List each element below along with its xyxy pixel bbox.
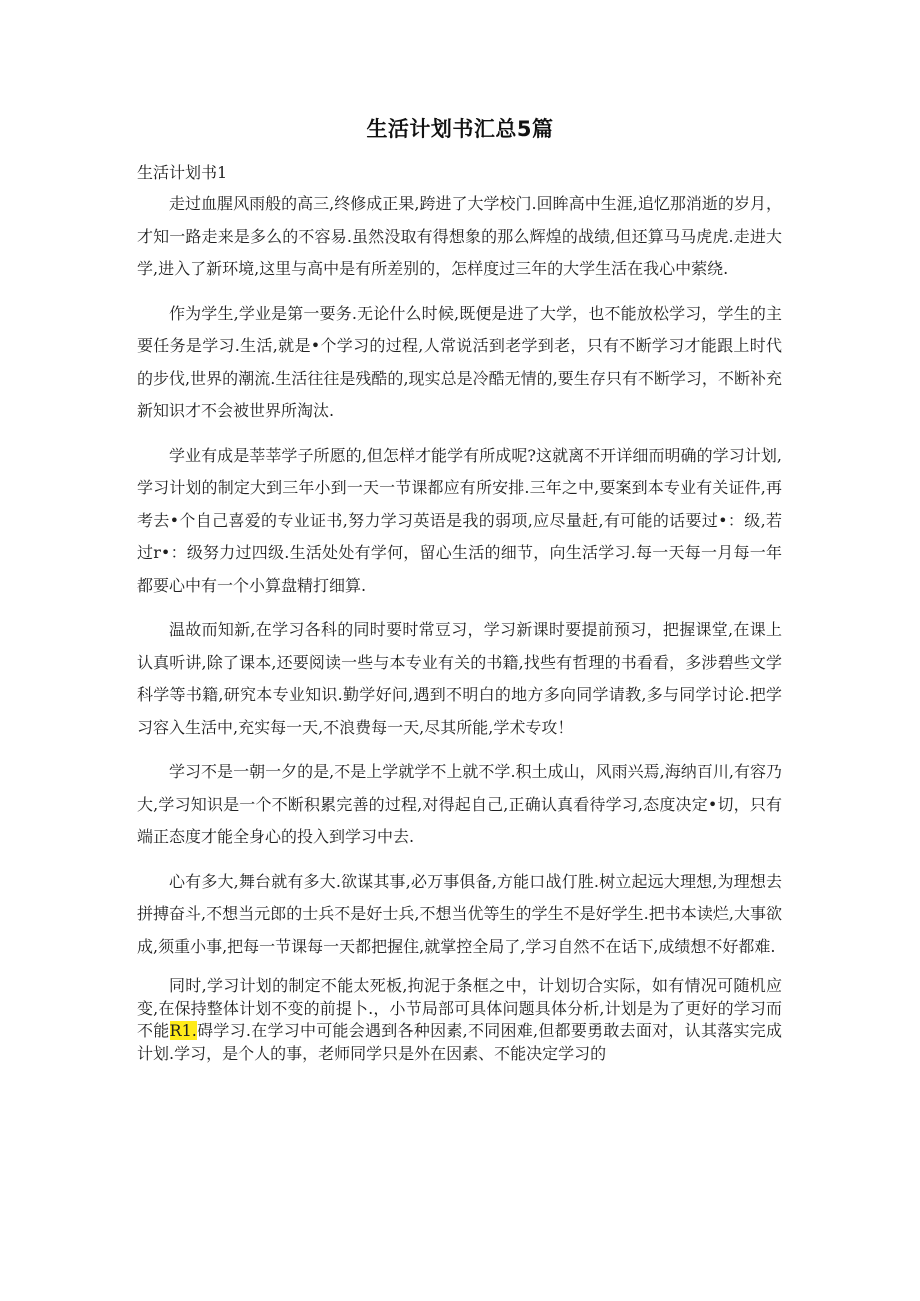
paragraph-7 bbox=[137, 975, 782, 1065]
paragraph-4: 温故而知新,在学习各科的同时要时常豆习，学习新课时要提前预习，把握课堂,在课上认真听讲,除了课本,还要阅读一些与本专业有关的书籍,找些有哲理的书看看，多涉碧些文学科学等书籍,研究本专业知识.勤学好问,遇到不明白的地方多向同学请教,多与同学讨论.把学习容入生活中,充实每一天,不浪费每一天,尽其所能,学术专攻！ bbox=[137, 620, 782, 737]
section-heading: 生活计划书1 bbox=[137, 163, 228, 182]
highlighted-text: R1. bbox=[169, 1021, 197, 1040]
paragraph-6: 心有多大,舞台就有多大.欲谋其事,必万事俱备,方能口战仃胜.树立起远大理想,为理想去拼搏奋斗,不想当元郎的士兵不是好士兵,不想当优等生的学生不是好学生.把书本读烂,大事欲成,须重小事,把每一节课每一天都把握住,就掌控全局了,学习自然不在话下,成绩想不好都难. bbox=[137, 871, 782, 956]
paragraph-5: 学习不是一朝一夕的是,不是上学就学不上就不学.积土成山，风雨兴焉,海纳百川,有容乃大,学习知识是一个不断积累完善的过程,对得起自己,正确认真看待学习,态度决定•切，只有端正态度才能全身心的投入到学习中去. bbox=[137, 762, 782, 846]
paragraph-7-text-before: 同时,学习计划的制定不能太死板,拘泥于条框之中，计划切合实际，如有情况可随机应变,在保持整体计划不变的前提卜.，小节局部可具体问题具体分析,计划是为了更好的学习而不能 bbox=[137, 976, 782, 1040]
paragraph-7-text-after: 碍学习.在学习中可能会遇到各种因素,不同困难,但都要勇敢去面对，认其落实完成计划.学习，是个人的事，老师同学只是外在因素、不能决定学习的 bbox=[137, 1021, 782, 1063]
document-body bbox=[137, 188, 782, 1077]
paragraph-1: 走过血腥风雨般的高三,终修成正果,跨进了大学校门.回眸高中生涯,追忆那消逝的岁月，才知一路走来是多么的不容易.虽然没取有得想象的那么辉煌的战绩,但还算马马虎虎.走进大学,进入了新环境,这里与高中是有所差别的，怎样度过三年的大学生活在我心中萦绕. bbox=[137, 194, 782, 278]
document-title: 生活计划书汇总5篇 bbox=[366, 117, 554, 141]
paragraph-3: 学业有成是莘莘学子所愿的,但怎样才能学有所成呢?这就离不开详细而明确的学习计划,学习计划的制定大到三年小到一天一节课都应有所安排.三年之中,要案到本专业有关证件,再考去•个自己喜爱的专业证书,努力学习英语是我的弱项,应尽量赶,有可能的话要过•：级,若过r•：级努力过四级.生活处处有学何，留心生活的细节，向生活学习.每一天每一月每一年都要心中有一个小算盘精打细算. bbox=[137, 445, 782, 595]
paragraph-2: 作为学生,学业是第一要务.无论什么时候,既便是进了大学，也不能放松学习，学生的主要任务是学习.生活,就是•个学习的过程,人常说活到老学到老，只有不断学习才能跟上时代的步伐,世界的潮流.生活往往是残酷的,现实总是冷酷无情的,要生存只有不断学习，不断补充新知识才不会被世界所淘汰. bbox=[137, 303, 782, 420]
